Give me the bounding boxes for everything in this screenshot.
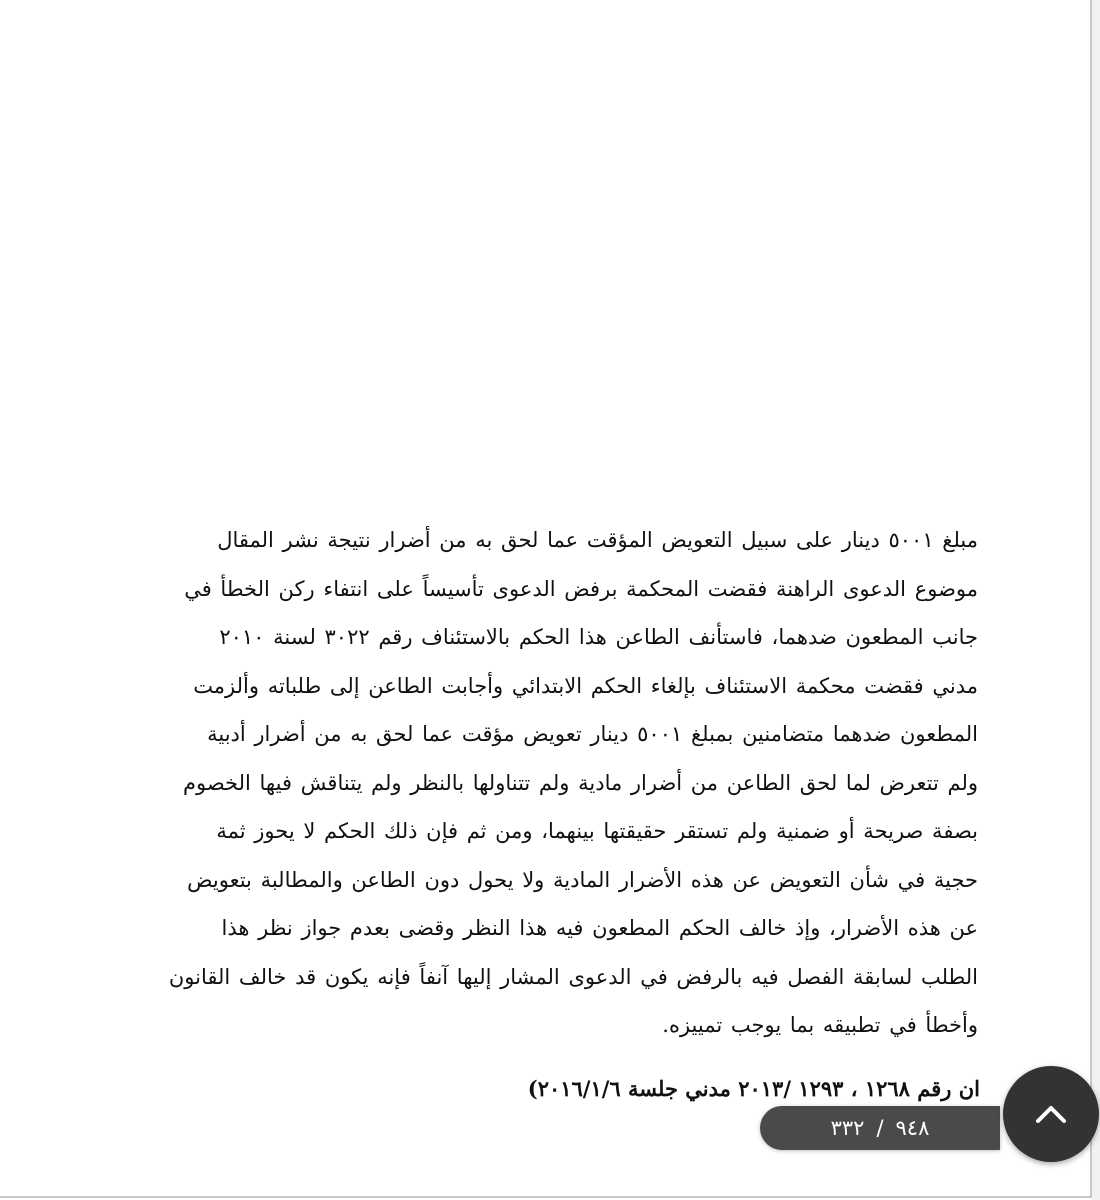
text-line: ولم تتعرض لما لحق الطاعن من أضرار مادية ولم تتناولها بالنظر ولم يتناقش فيها الخصوم <box>183 770 978 795</box>
scrollbar-track[interactable] <box>1092 0 1100 1200</box>
page-counter <box>760 1106 1000 1150</box>
text-line: مبلغ ٥٠٠١ دينار على سبيل التعويض المؤقت عما لحق به من أضرار نتيجة نشر المقال <box>217 528 978 552</box>
text-line: وأخطأ في تطبيقه بما يوجب تمييزه. <box>662 1013 978 1037</box>
chevron-up-icon <box>1034 1103 1068 1125</box>
text-line: موضوع الدعوى الراهنة فقضت المحكمة برفض الدعوى تأسيساً على انتفاء ركن الخطأ في <box>184 576 978 601</box>
current-page-number: ٣٣٢ <box>830 1116 865 1140</box>
text-line: بصفة صريحة أو ضمنية ولم تستقر حقيقتها بينهما، ومن ثم فإن ذلك الحكم لا يحوز ثمة <box>216 819 978 843</box>
text-line: عن هذه الأضرار، وإذ خالف الحكم المطعون فيه هذا النظر وقضى بعدم جواز نظر هذا <box>221 916 978 940</box>
total-pages-number: ٩٤٨ <box>895 1116 930 1140</box>
page-separator: / <box>876 1116 884 1140</box>
text-line: جانب المطعون ضدهما، فاستأنف الطاعن هذا الحكم بالاستئناف رقم ٣٠٢٢ لسنة ٢٠١٠ <box>219 625 978 649</box>
document-body-text <box>110 516 978 1050</box>
text-line: حجية في شأن التعويض عن هذه الأضرار المادية ولا يحول دون الطاعن والمطالبة بتعويض <box>187 867 978 892</box>
text-line: مدني فقضت محكمة الاستئناف بإلغاء الحكم الابتدائي وأجابت الطاعن إلى طلباته وألزمت <box>193 673 978 698</box>
text-line: المطعون ضدهما متضامنين بمبلغ ٥٠٠١ دينار تعويض مؤقت عما لحق به من أضرار أدبية <box>207 722 978 746</box>
scroll-to-top-button[interactable] <box>1003 1066 1099 1162</box>
text-line: الطلب لسابقة الفصل فيه بالرفض في الدعوى المشار إليها آنفاً فإنه يكون قد خالف القانون <box>168 964 978 989</box>
case-citation: ان رقم ١٢٦٨ ، ١٢٩٣ /٢٠١٣ مدني جلسة ٢٠١٦/١/٦) <box>527 1076 980 1101</box>
